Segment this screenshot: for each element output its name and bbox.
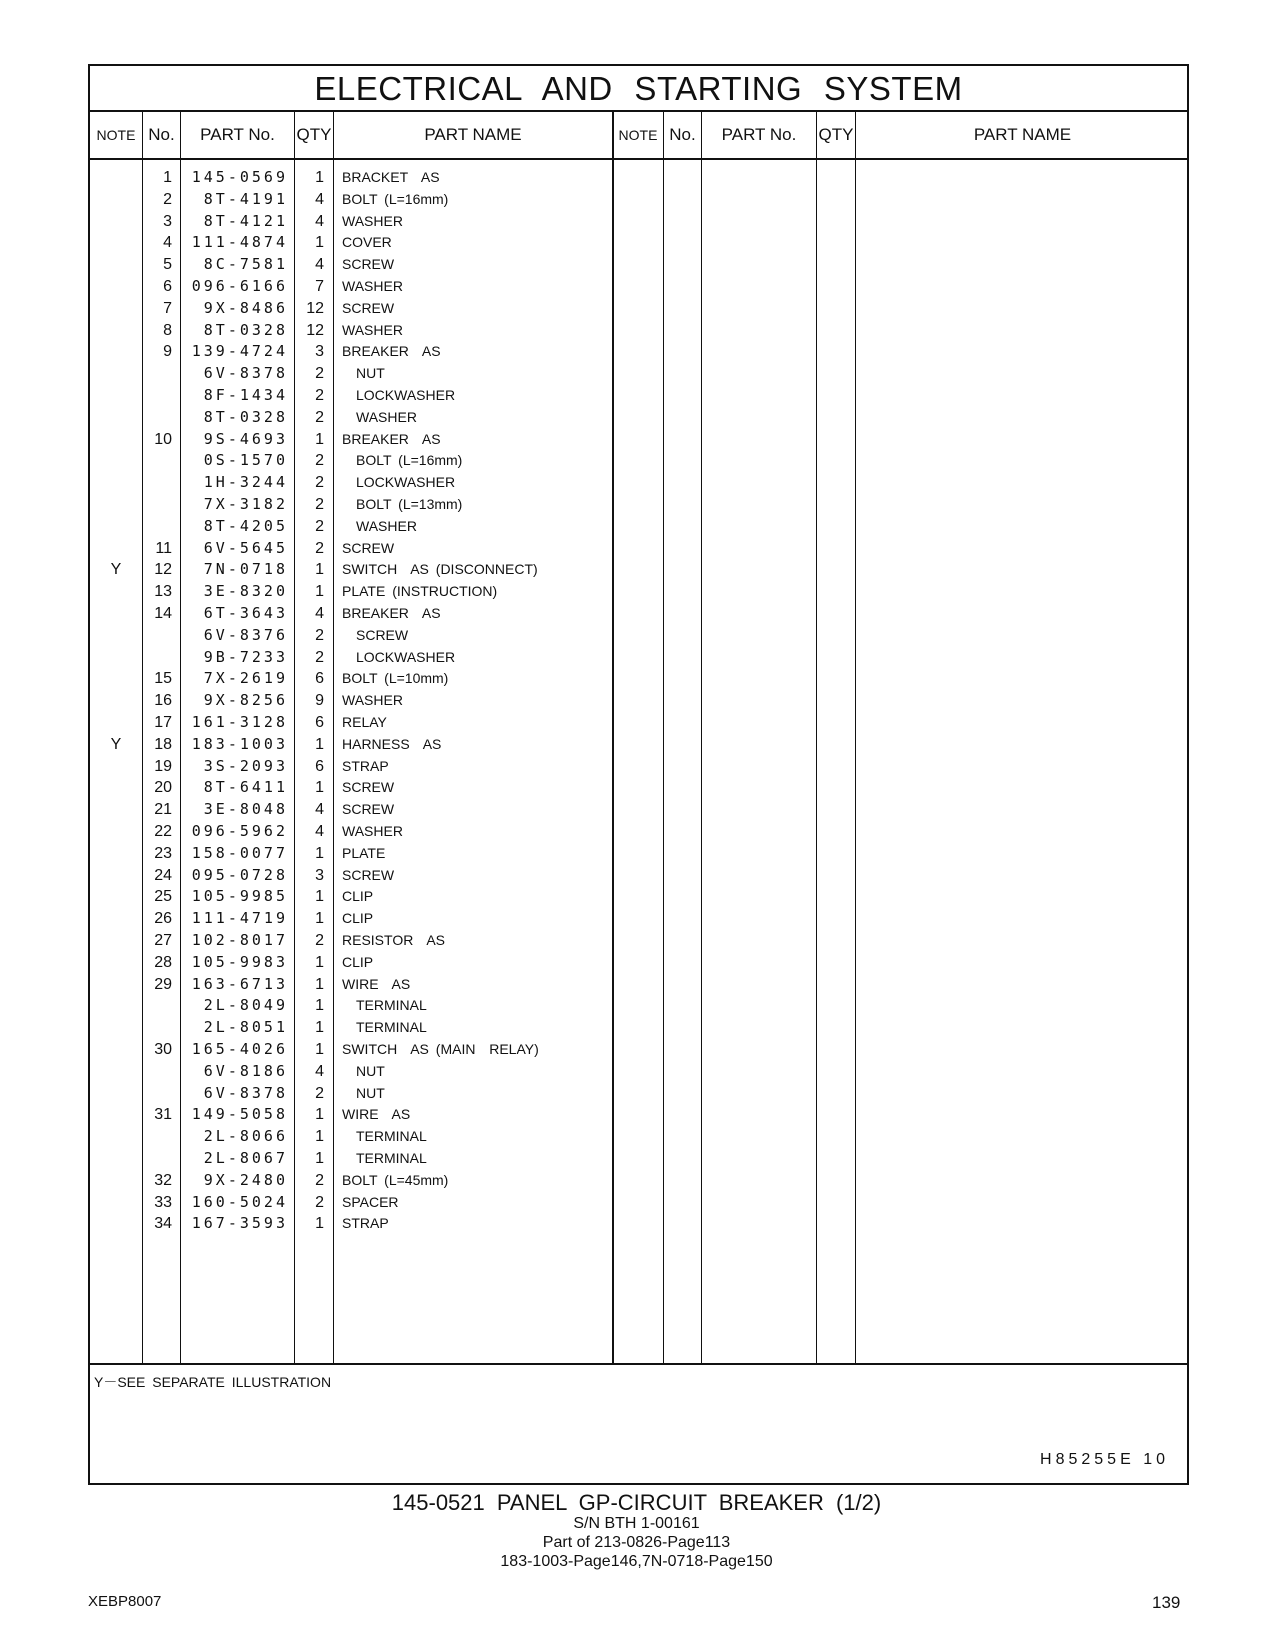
item-number-cell: 27	[154, 932, 172, 949]
item-number-cell: 28	[154, 953, 172, 971]
quantity-cell: 2	[315, 1193, 324, 1211]
part-name-cell: WIRE AS	[342, 975, 411, 992]
item-number-cell: 25	[154, 888, 172, 906]
header-note-right: NOTE	[618, 127, 658, 143]
quantity-cell: 1	[315, 1019, 324, 1037]
quantity-cell: 4	[315, 605, 324, 622]
part-name-cell: LOCKWASHER	[356, 648, 456, 665]
part-name-cell: BOLT (L=16mm)	[342, 190, 449, 207]
table-row	[90, 384, 1187, 407]
quantity-cell: 4	[315, 1062, 324, 1080]
part-name-cell: WASHER	[356, 408, 417, 425]
table-row	[90, 1147, 1187, 1170]
part-number-cell: 6V-8376	[203, 625, 288, 644]
table-row	[90, 711, 1187, 734]
quantity-cell: 1	[315, 169, 324, 186]
part-name-cell: NUT	[356, 1062, 385, 1079]
part-number-cell: 163-6713	[191, 974, 288, 993]
part-name-cell: BRACKET AS	[342, 169, 440, 185]
table-row	[90, 319, 1187, 342]
part-name-cell: TERMINAL	[356, 1128, 427, 1145]
table-row	[90, 449, 1187, 472]
part-name-cell: CLIP	[342, 953, 374, 970]
quantity-cell: 4	[315, 212, 324, 230]
part-number-cell: 158-0077	[191, 843, 288, 862]
quantity-cell: 2	[315, 932, 324, 949]
table-row	[90, 210, 1187, 233]
quantity-cell: 2	[315, 408, 324, 426]
table-row	[90, 537, 1187, 560]
part-number-cell: 3E-8320	[203, 582, 288, 601]
table-row	[90, 471, 1187, 494]
part-number-cell: 145-0569	[191, 168, 288, 186]
header-no-left: No.	[148, 125, 175, 144]
quantity-cell: 4	[315, 190, 324, 208]
part-name-cell: NUT	[356, 365, 385, 382]
footnote: Y－SEE SEPARATE ILLUSTRATION	[94, 1374, 332, 1390]
table-row	[90, 1103, 1187, 1126]
header-qty-left: QTY	[296, 125, 332, 144]
table-row	[90, 929, 1187, 952]
table-row	[90, 1169, 1187, 1192]
part-number-cell: 105-9985	[191, 887, 288, 906]
table-row	[90, 667, 1187, 690]
table-row	[90, 994, 1187, 1017]
header-part-no-left: PART No.	[200, 125, 275, 144]
part-number-cell: 9X-8486	[203, 298, 288, 317]
part-name-cell: BREAKER AS	[342, 430, 441, 447]
caption-serial: S/N BTH 1-00161	[573, 1515, 700, 1532]
quantity-cell: 4	[315, 256, 324, 274]
parts-table	[88, 64, 1189, 1485]
quantity-cell: 1	[315, 1041, 324, 1058]
table-row	[90, 253, 1187, 276]
item-number-cell: 12	[154, 561, 172, 579]
quantity-cell: 6	[315, 670, 324, 688]
part-number-cell: 096-6166	[191, 277, 288, 295]
table-row	[90, 820, 1187, 843]
part-number-cell: 167-3593	[191, 1214, 288, 1233]
part-number-cell: 9B-7233	[203, 647, 288, 666]
part-number-cell: 139-4724	[191, 342, 288, 361]
part-name-cell: BOLT (L=45mm)	[342, 1171, 449, 1188]
part-number-cell: 9S-4693	[203, 429, 288, 448]
item-number-cell: 26	[154, 910, 172, 928]
part-number-cell: 6V-8378	[203, 1083, 288, 1102]
part-name-cell: WASHER	[342, 212, 403, 229]
quantity-cell: 1	[315, 561, 324, 579]
header-no-right: No.	[669, 125, 696, 144]
part-number-cell: 9X-8256	[203, 691, 288, 710]
quantity-cell: 9	[315, 692, 324, 710]
quantity-cell: 2	[315, 1171, 324, 1189]
quantity-cell: 1	[315, 975, 324, 993]
part-number-cell: 2L-8049	[203, 996, 288, 1015]
part-name-cell: STRAP	[342, 757, 389, 774]
quantity-cell: 7	[315, 278, 324, 295]
item-number-cell: 33	[154, 1193, 172, 1211]
part-number-cell: 6V-8186	[203, 1061, 288, 1080]
quantity-cell: 2	[315, 496, 324, 513]
part-name-cell: TERMINAL	[356, 1150, 427, 1166]
part-number-cell: 6T-3643	[203, 604, 288, 622]
part-number-cell: 8C-7581	[203, 255, 288, 274]
part-name-cell: SCREW	[342, 779, 395, 796]
header-part-no-right: PART No.	[721, 125, 797, 144]
quantity-cell: 2	[315, 365, 324, 383]
quantity-cell: 1	[315, 1128, 324, 1146]
item-number-cell: 2	[163, 190, 172, 208]
note-cell: Y	[110, 561, 122, 579]
table-row	[90, 166, 1187, 189]
table-row	[90, 798, 1187, 821]
part-number-cell: 183-1003	[191, 734, 288, 753]
part-number-cell: 8T-6411	[203, 778, 288, 797]
item-number-cell: 11	[155, 539, 172, 557]
table-row	[90, 231, 1187, 254]
quantity-cell: 1	[315, 583, 324, 601]
part-name-cell: LOCKWASHER	[356, 474, 456, 491]
table-row	[90, 188, 1187, 211]
part-name-cell: CLIP	[342, 910, 374, 927]
part-name-cell: WASHER	[342, 321, 403, 338]
part-number-cell: 1H-3244	[203, 473, 288, 492]
part-number-cell: 105-9983	[191, 952, 288, 971]
part-number-cell: 2L-8066	[203, 1127, 288, 1146]
table-row	[90, 362, 1187, 385]
table-row	[90, 885, 1187, 908]
item-number-cell: 29	[154, 975, 172, 993]
section-title: ELECTRICAL AND STARTING SYSTEM	[90, 66, 1187, 112]
item-number-cell: 30	[154, 1041, 172, 1058]
item-number-cell: 17	[154, 714, 172, 731]
quantity-cell: 2	[315, 387, 324, 404]
part-name-cell: SWITCH AS (DISCONNECT)	[342, 561, 538, 578]
quantity-cell: 2	[315, 474, 324, 492]
table-row	[90, 580, 1187, 603]
part-name-cell: WASHER	[342, 692, 403, 709]
item-number-cell: 1	[163, 169, 172, 186]
table-row	[90, 864, 1187, 887]
table-bottom-rule	[90, 1363, 1187, 1365]
quantity-cell: 1	[315, 1215, 324, 1233]
item-number-cell: 22	[154, 823, 172, 840]
quantity-cell: 12	[306, 299, 324, 317]
item-number-cell: 23	[154, 844, 172, 862]
header-note-left: NOTE	[96, 127, 136, 143]
part-number-cell: 6V-5645	[203, 538, 288, 557]
quantity-cell: 1	[315, 234, 324, 252]
document-id: XEBP8007	[88, 1593, 162, 1610]
item-number-cell: 6	[163, 278, 172, 295]
part-name-cell: WASHER	[342, 823, 403, 839]
part-number-cell: 8T-0328	[203, 407, 288, 426]
quantity-cell: 3	[315, 866, 324, 884]
item-number-cell: 7	[163, 299, 172, 317]
quantity-cell: 1	[315, 430, 324, 448]
part-name-cell: SWITCH AS (MAIN RELAY)	[342, 1041, 539, 1057]
part-number-cell: 0S-1570	[203, 451, 288, 470]
caption-part-of: Part of 213-0826-Page113	[542, 1534, 731, 1551]
quantity-cell: 1	[315, 779, 324, 797]
table-row	[90, 1060, 1187, 1083]
part-name-cell: PLATE	[342, 844, 386, 861]
table-row	[90, 907, 1187, 930]
item-number-cell: 34	[154, 1215, 172, 1233]
part-number-cell: 3S-2093	[203, 756, 288, 775]
quantity-cell: 1	[315, 888, 324, 906]
table-row	[90, 1125, 1187, 1148]
part-name-cell: WASHER	[342, 278, 403, 294]
part-number-cell: 8T-4191	[203, 189, 288, 208]
quantity-cell: 1	[315, 910, 324, 928]
quantity-cell: 12	[306, 321, 324, 339]
part-name-cell: SCREW	[356, 626, 409, 643]
item-number-cell: 4	[163, 234, 172, 252]
item-number-cell: 16	[154, 692, 172, 710]
item-number-cell: 24	[154, 866, 172, 884]
part-name-cell: BOLT (L=10mm)	[342, 670, 449, 687]
part-name-cell: SPACER	[342, 1193, 399, 1210]
item-number-cell: 9	[163, 343, 172, 361]
item-number-cell: 31	[154, 1106, 172, 1124]
part-number-cell: 3E-8048	[203, 800, 288, 819]
part-name-cell: TERMINAL	[356, 997, 427, 1014]
item-number-cell: 19	[154, 757, 172, 775]
item-number-cell: 8	[163, 321, 172, 339]
item-number-cell: 32	[154, 1171, 172, 1189]
table-row	[90, 493, 1187, 516]
item-number-cell: 10	[154, 430, 172, 448]
part-name-cell: SCREW	[342, 866, 395, 883]
part-name-cell: CLIP	[342, 888, 374, 905]
part-number-cell: 8T-4205	[203, 516, 288, 535]
part-number-cell: 7X-2619	[203, 669, 288, 688]
part-number-cell: 160-5024	[191, 1192, 288, 1211]
part-name-cell: BOLT (L=16mm)	[356, 452, 463, 469]
header-qty-right: QTY	[818, 125, 854, 144]
part-number-cell: 7X-3182	[203, 495, 288, 513]
part-name-cell: BREAKER AS	[342, 343, 441, 360]
part-number-cell: 8F-1434	[203, 386, 288, 404]
caption-references: 183-1003-Page146,7N-0718-Page150	[500, 1553, 773, 1570]
table-header	[90, 112, 1187, 160]
page-number: 139	[1152, 1593, 1181, 1612]
part-name-cell: BREAKER AS	[342, 605, 441, 621]
table-row	[90, 558, 1187, 581]
table-row	[90, 340, 1187, 363]
table-row	[90, 515, 1187, 538]
part-number-cell: 8T-0328	[203, 320, 288, 339]
item-number-cell: 18	[154, 735, 172, 753]
part-name-cell: NUT	[356, 1084, 385, 1101]
table-row	[90, 842, 1187, 865]
part-name-cell: STRAP	[342, 1215, 389, 1232]
part-name-cell: RESISTOR AS	[342, 932, 445, 948]
table-row	[90, 1038, 1187, 1061]
table-row	[90, 689, 1187, 712]
part-name-cell: SCREW	[342, 256, 395, 273]
quantity-cell: 1	[315, 735, 324, 753]
part-number-cell: 149-5058	[191, 1105, 288, 1124]
table-row	[90, 1016, 1187, 1039]
quantity-cell: 1	[315, 953, 324, 971]
quantity-cell: 1	[315, 844, 324, 862]
table-row	[90, 275, 1187, 298]
table-row	[90, 1191, 1187, 1214]
quantity-cell: 6	[315, 757, 324, 775]
quantity-cell: 3	[315, 343, 324, 361]
table-row	[90, 624, 1187, 647]
item-number-cell: 15	[154, 670, 172, 688]
table-row	[90, 973, 1187, 996]
item-number-cell: 13	[154, 583, 172, 601]
header-part-name-right: PART NAME	[973, 125, 1072, 144]
quantity-cell: 2	[315, 626, 324, 644]
part-name-cell: COVER	[342, 234, 392, 251]
part-number-cell: 095-0728	[191, 865, 288, 884]
item-number-cell: 5	[163, 256, 172, 274]
part-number-cell: 096-5962	[191, 822, 288, 840]
quantity-cell: 1	[315, 997, 324, 1015]
part-name-cell: WASHER	[356, 517, 417, 534]
table-row	[90, 776, 1187, 799]
part-number-cell: 6V-8378	[203, 364, 288, 383]
part-number-cell: 2L-8051	[203, 1018, 288, 1037]
part-name-cell: WIRE AS	[342, 1106, 411, 1123]
part-number-cell: 111-4874	[191, 233, 288, 252]
quantity-cell: 4	[315, 801, 324, 819]
table-row	[90, 951, 1187, 974]
table-row	[90, 428, 1187, 451]
part-name-cell: TERMINAL	[356, 1019, 427, 1036]
note-cell: Y	[110, 735, 122, 753]
part-name-cell: PLATE (INSTRUCTION)	[342, 583, 498, 600]
drawing-number: H85255E 10	[1040, 1451, 1169, 1468]
part-number-cell: 161-3128	[191, 713, 288, 731]
table-row	[90, 646, 1187, 669]
part-name-cell: LOCKWASHER	[356, 387, 456, 403]
table-row	[90, 755, 1187, 778]
item-number-cell: 14	[154, 605, 172, 622]
item-number-cell: 3	[163, 212, 172, 230]
quantity-cell: 2	[315, 452, 324, 470]
quantity-cell: 1	[315, 1106, 324, 1124]
quantity-cell: 4	[315, 823, 324, 840]
header-part-name-left: PART NAME	[424, 125, 522, 144]
part-number-cell: 111-4719	[191, 909, 288, 928]
part-name-cell: SCREW	[342, 299, 395, 316]
part-number-cell: 165-4026	[191, 1040, 288, 1058]
quantity-cell: 6	[315, 714, 324, 731]
part-name-cell: SCREW	[342, 539, 395, 556]
part-number-cell: 7N-0718	[203, 560, 288, 579]
item-number-cell: 21	[154, 801, 172, 819]
part-name-cell: BOLT (L=13mm)	[356, 496, 463, 512]
part-name-cell: RELAY	[342, 714, 387, 730]
table-row	[90, 1212, 1187, 1235]
table-row	[90, 733, 1187, 756]
quantity-cell: 2	[315, 1084, 324, 1102]
quantity-cell: 1	[315, 1150, 324, 1167]
caption-title: 145-0521 PANEL GP-CIRCUIT BREAKER (1/2)	[391, 1490, 882, 1515]
part-number-cell: 8T-4121	[203, 211, 288, 230]
part-number-cell: 9X-2480	[203, 1170, 288, 1189]
part-number-cell: 2L-8067	[203, 1149, 288, 1167]
table-row	[90, 297, 1187, 320]
item-number-cell: 20	[154, 779, 172, 797]
quantity-cell: 2	[315, 517, 324, 535]
table-row	[90, 602, 1187, 625]
quantity-cell: 2	[315, 648, 324, 666]
table-row	[90, 406, 1187, 429]
quantity-cell: 2	[315, 539, 324, 557]
table-row	[90, 1082, 1187, 1105]
part-name-cell: HARNESS AS	[342, 735, 442, 752]
part-number-cell: 102-8017	[191, 931, 288, 949]
part-name-cell: SCREW	[342, 801, 395, 818]
